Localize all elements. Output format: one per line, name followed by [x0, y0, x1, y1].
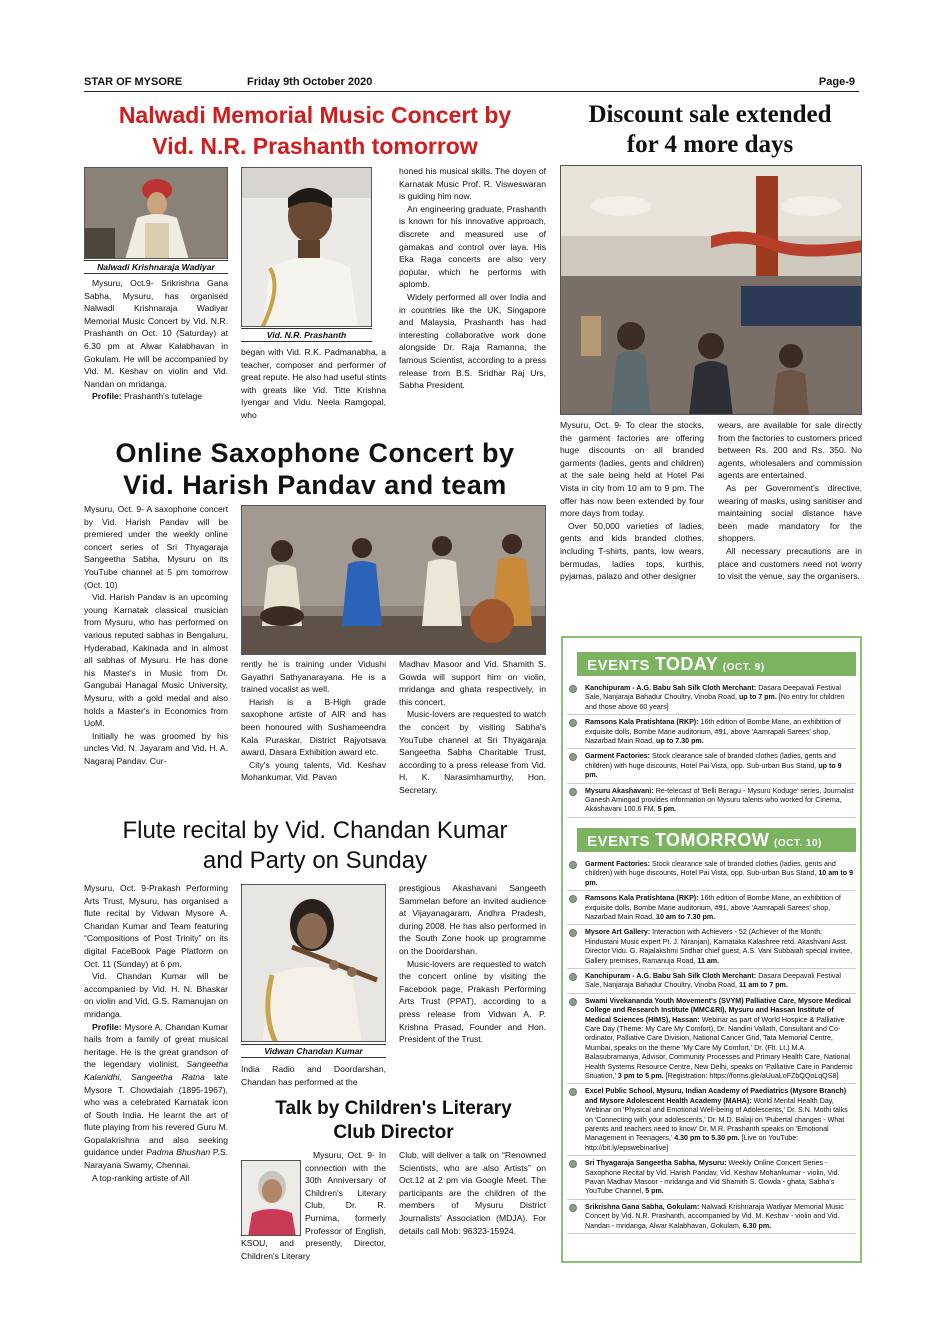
- article1-column2: began with Vid. R.K. Padmanabha, a teacher, composer and performer of great repute. He also had useful stints with greats like Vid. Titte Krishna Iyengar and Vidu. Neela Ramgopal, who: [241, 347, 386, 420]
- event-details: Stock clearance sale of branded clothes (ladies, gents and children) with huge discounts, Hotel Pai Vista, opp. Sub-urban Bus Stand,: [585, 859, 836, 878]
- page-number: Page-9: [818, 76, 855, 88]
- event-time: 5 pm.: [657, 805, 677, 814]
- bullet-icon: [569, 998, 577, 1006]
- event-details: Dasara Deepavali Festival Sale, Nanjaraja Bahadur Choultry, Vinoba Road,: [585, 971, 841, 990]
- event-details: Interaction with Achievers - 52 (Achiever of the Month: Hindustani Music expert Pt. J. Niranjan), Karnataka Kalashree retd. Akashvani Asst. Director Vidu. G. Rajalakshmi Sridhar chief guest, A.S. Vani Subbaiah special invitee, Gallery premises, Ramanuja Road,: [585, 928, 853, 965]
- article3-column3: Madhav Masoor and Vid. Shamith S. Gowda will support him on violin, mridanga and ghata respectively, in this concert. Music-lovers are requested to watch the concert by visiting Sabha's YouTube channel at Sri Thyagaraja Sangeetha Sabha Charitable Trust, according to a press release from Vid. H. K. Narasimhamurthy, Hon. Secretary.: [399, 659, 546, 795]
- portrait-prashanth-image: [242, 168, 372, 327]
- event-time: 10 am to 9 pm.: [585, 869, 854, 887]
- event-time: 11 am.: [697, 956, 720, 965]
- event-time: 10 am to 7.30 pm.: [656, 912, 716, 921]
- sale-hall-image: [561, 166, 862, 415]
- article1-column1: Mysuru, Oct.9- Srikrishna Gana Sabha, Mysuru, has organised Nalwadi Krishnaraja Wadiyar Memorial Music Concert by Vid. N.R. Prashanth on Oct. 10 (Saturday) at 6.30 pm at Alwar Kalabhavan in Gokulam. He will be accompanied by Vid. M. Keshav on violin and Vid. Nandan on mridanga. Profile: Prashanth's tutelage: [84, 278, 228, 402]
- events-box: [561, 636, 862, 1263]
- headline-flute: Flute recital by Vid. Chandan Kumar and Party on Sunday: [122, 817, 508, 874]
- events-today-heading: EVENTS TODAY (OCT. 9): [567, 652, 856, 676]
- caption-prashanth: Vid. N.R. Prashanth: [241, 328, 372, 342]
- publication-name: STAR OF MYSORE: [84, 76, 183, 88]
- event-note: [Live on YouTube: http://bit.ly/epswebinarlive]: [585, 1134, 799, 1152]
- bullet-icon: [569, 788, 577, 796]
- issue-date: Friday 9th October 2020: [247, 76, 373, 88]
- headline-nalwadi: Nalwadi Memorial Music Concert by Vid. N.R. Prashanth tomorrow: [118, 102, 512, 159]
- event-item: [567, 894, 856, 925]
- event-name: Excel Public School, Mysuru, Indian Academy of Paediatrics (Mysore Branch) and Mysore Adolescent Health Academy (MAHA):: [585, 1087, 847, 1105]
- event-name: Srikrishna Gana Sabha, Gokulam:: [585, 1202, 700, 1211]
- event-time: 5 pm.: [645, 1187, 664, 1196]
- event-item: [567, 997, 856, 1085]
- event-details: 16th edition of Bombe Mane, an exhibition of exquisite dolls, Bombe Mane auditorium, #91, above 'Aamrapali Sarees' shop, Nazarbad Main Road,: [585, 894, 841, 921]
- bullet-icon: [569, 861, 577, 869]
- headline-childrens-club: Talk by Children's Literary Club Director: [275, 1098, 512, 1143]
- event-item: [567, 752, 856, 783]
- article3-column1: Mysuru, Oct. 9- A saxophone concert by Vid. Harish Pandav will be premiered under the weekly online concert series of Sri Thyagaraja Sangeetha Sabha, Mysuru on its YouTube channel at 5 pm tomorrow (Oct. 10) Vid. Harish Pandav is an upcoming young Karnatak classical musician from Mysuru, who has performed on various reputed sabhas in Bengaluru, Hyderabad, Kakinada and in almost all sabhas of Mysuru. He has done his Master's in Music from Dr. Gangubai Hanagal Music University, Mysuru, with a gold medal and also holds a Master's in Economics from UoM. Initially he was groomed by his uncles Vid. N. Jayaram and Vid. H. A. Nagaraj Pandav. Cur-: [84, 504, 228, 766]
- event-name: Kanchipuram - A.G. Babu Sah Silk Cloth Merchant:: [585, 971, 757, 980]
- bullet-icon: [569, 719, 577, 727]
- bullet-icon: [569, 685, 577, 693]
- bullet-icon: [569, 895, 577, 903]
- events-tomorrow-heading: EVENTS TOMORROW (OCT. 10): [567, 828, 856, 852]
- event-name: Ramsons Kala Pratishtana (RKP):: [585, 718, 699, 727]
- photo-sale-hall: [560, 165, 862, 415]
- article5-column1: Mysuru, Oct. 9- In connection with the 30th Anniversary of Children's Literary Club, Dr. R. Purnima, formerly Professor of English, KSOU, and presently, Director, Children's Literary: [241, 1150, 386, 1261]
- portrait-wadiyar-image: [85, 168, 228, 259]
- bullet-icon: [569, 1204, 577, 1212]
- event-details: World Mental Health Day, Webinar on 'Physical and Emotional Well-being of Adolescents,' Dr. S.N. Mothi talks on 'Connecting with your adolescents,' Dr. M.D. Balaji on 'Pubertal changes - What parents and teachers need to know' Dr. M.R. Prashanth speaks on 'Emotional Management in Teenagers,': [585, 1096, 848, 1143]
- events-tomorrow-list: [567, 860, 856, 1234]
- event-time: up to 7.30 pm.: [656, 737, 704, 746]
- events-today-list: [567, 684, 856, 818]
- event-details: Stock clearance sale of branded clothes (ladies, gents and children) with huge discounts, Hotel Pai Vista, opp. Sub-urban Bus Stand,: [585, 752, 836, 770]
- event-name: Mysuru Akashavani:: [585, 786, 654, 795]
- photo-prashanth: [241, 167, 372, 327]
- event-details: Dasara Deepavali Festival Sale, Nanjaraja Bahadur Choultry, Vinoba Road,: [585, 684, 841, 702]
- event-name: Garment Factories:: [585, 752, 651, 761]
- event-time: up to 7 pm.: [738, 693, 777, 702]
- headline-saxophone: Online Saxophone Concert by Vid. Harish Pandav and team: [115, 438, 515, 500]
- event-details: Weekly Online Concert Series - Saxophone Recital by Vid. Harish Pandav, Vid. Keshav Mohankumar - violin, Vid. Pavan Madhav Masoor - mridanga and Vid Shamith S. Gowda - ghata, Sabha's YouTube Channel,: [585, 1159, 840, 1196]
- event-details: Re-telecast of 'Belli Beragu - Mysuru Koduge' series, Journalist Ganesh Amingad provides information on Mysuru talents who worked for Cinema, Akashavani 100.6 FM,: [585, 786, 854, 814]
- event-details: Nalwadi Krishnaraja Wadiyar Memorial Music Concert by Vid. N.R. Prashanth, accompanied by Vid. M. Keshav - violin and Vid. Nandan - mridanga, Alwar Kalabhavan, Gokulam,: [585, 1202, 844, 1230]
- event-item: [567, 718, 856, 749]
- photo-chandan-kumar: [241, 884, 386, 1042]
- bullet-icon: [569, 753, 577, 761]
- saxophone-team-image: [242, 506, 546, 655]
- event-item: [567, 787, 856, 818]
- bullet-icon: [569, 1088, 577, 1096]
- page-header: [84, 76, 859, 92]
- article2-column2: wears, are available for sale directly from the factories to customers priced between Rs. 200 and Rs. 350. No agents, wholesalers and commission agents are entertained. As per Government's directive, wearing of masks, using sanitiser and maintaining social distance have been made mandatory for the shoppers. All necessary precautions are in place and customers need not worry to visit the venue, say the organisers.: [718, 420, 862, 582]
- event-name: Garment Factories:: [585, 859, 651, 868]
- caption-chandan-kumar: Vidwan Chandan Kumar: [241, 1044, 386, 1058]
- event-time: 11 am to 7 pm.: [738, 981, 788, 990]
- event-details: 16th edition of Bombe Mane, an exhibition of exquisite dolls, Bombe Mane auditorium, #91, above 'Aamrapali Sarees' shop, Nazarbad Main Road,: [585, 718, 841, 746]
- event-time: 6.30 pm.: [742, 1221, 772, 1230]
- event-name: Swami Vivekananda Youth Movement's (SVYM) Palliative Care, Mysore Medical College and Research Institute (MMC&RI), Mysuru and Hassan Institute of Medical Sciences (HIMS), Hassan:: [585, 996, 851, 1024]
- event-item: [567, 1159, 856, 1200]
- headline-discount-sale: Discount sale extended for 4 more days: [588, 101, 832, 158]
- bullet-icon: [569, 973, 577, 981]
- article4-column1: Mysuru, Oct. 9-Prakash Performing Arts Trust, Mysuru, has organised a flute recital by Vidwan Mysore A. Chandan Kumar and Team featuring “Compositions of Post Trinity” on its digital FaceBook Page Platform on Oct. 11 (Sunday) at 6 pm. Vid. Chandan Kumar will be accompanied by Vid. H. N. Bhaskar on violin and Vid. G.S. Ramanujan on mridanga. Profile: Mysore A. Chandan Kumar hails from a family of great musical heritage. He is the great grandson of the legendary violinist, Sangeetha Kalanidhi, Sangeetha Ratna late Mysore T. Chowdaiah (1895-1967), who was a celebrated Karnatak icon of South India. He learnt the art of flute playing from his revered Guru M. Gopalakrishna and also seeking guidance under Padma Bhushan P.S. Narayana Swamy, Chennai. A top-ranking artiste of All: [84, 883, 228, 1183]
- article3-column2: rently he is training under Vidushi Gayathri Sathyanarayana. He is a trained vocalist as well. Harish is a B-High grade saxophone artiste of AIR and has been honoured with Sushameendra Kala Puraskar, District Rajyotsava award, Dasara Exhibition award etc. City's young talents, Vid. Keshav Mohankumar, Vid. Pavan: [241, 659, 386, 783]
- event-item: [567, 860, 856, 891]
- article4-column3: prestigious Akashavani Sangeeth Sammelan before an invited audience at Vijayanagaram, Andhra Pradesh, during 2008. He has also performed in the South Zone hook up programme on the Doordarshan. Music-lovers are requested to watch the concert online by visiting the Facebook page, Prakash Performing Arts Trust (PPAT), according to a press release from Vidwan A. P. Krishna Prasad, Founder and Hon. President of the Trust.: [399, 883, 546, 1045]
- event-details: Webinar as part of World Hospice & Palliative Care Day (Theme: My Care My Comfort), Dr. Nandini Vallath, Consultant and Co-ordinator, Palliative Care Division, National Cancer Grid, Tata Memorial Centre, Mumbai, speaks on the theme 'My Care My Comfort,' Dr. (Flt. Lt.) M.A. Balasubramanya, Advisor, Community Processes and Primary Health Care, National Health Systems Resource Centre, New Delhi, speaks on 'Palliative Care in Pandemic Situation,': [585, 1015, 853, 1080]
- event-note: [Registration: https://forms.gle/aUuaLoFZbQQoLqQS8]: [665, 1072, 839, 1080]
- photo-saxophone-team: [241, 505, 546, 655]
- article5-column2: Club, will deliver a talk on “Renowned Scientists, who are also Artists” on Oct.12 at 2 pm via Google Meet. The participants are the children of the members of Mysuru District Journalists' Association (MDJA). For details call Mob: 96323-15924.: [399, 1150, 546, 1236]
- caption-wadiyar: Nalwadi Krishnaraja Wadiyar: [84, 260, 228, 274]
- event-time: up to 9 pm.: [585, 761, 842, 780]
- photo-wadiyar: [84, 167, 228, 259]
- event-name: Ramsons Kala Pratishtana (RKP):: [585, 894, 699, 903]
- chandan-kumar-image: [242, 885, 386, 1042]
- event-note: [No entry for children and those above 60 years]: [585, 693, 845, 711]
- event-item: [567, 1087, 856, 1156]
- event-time: 3 pm to 5 pm.: [617, 1072, 664, 1080]
- event-item: [567, 684, 856, 715]
- event-name: Kanchipuram - A.G. Babu Sah Silk Cloth Merchant:: [585, 684, 757, 692]
- event-item: [567, 928, 856, 969]
- event-item: [567, 972, 856, 994]
- bullet-icon: [569, 1160, 577, 1168]
- event-name: Mysore Art Gallery:: [585, 928, 651, 937]
- event-name: Sri Thyagaraja Sangeetha Sabha, Mysuru:: [585, 1159, 727, 1168]
- event-item: [567, 1203, 856, 1234]
- article2-column1: Mysuru, Oct. 9- To clear the stocks, the garment factories are offering huge discounts on all branded garments (ladies, gents and children) at the sale being held at Hotel Pai Vista in city from 10 am to 9 pm. The offer has now been extended by four more days from today. Over 50,000 varieties of ladies, gents and kids branded clothes, including T-shirts, pants, low wears, bermudas, ladies tops, kurthis, pyjamas, palazo and other designer: [560, 420, 704, 582]
- article4-column2: India Radio and Doordarshan, Chandan has performed at the: [241, 1064, 386, 1087]
- bullet-icon: [569, 929, 577, 937]
- article1-column3: honed his musical skills. The doyen of Karnatak Music Prof. R. Visweswaran is guiding him now. An engineering graduate, Prashanth is known for his innovative approach, discrete and measured use of gamakas and control over laya. His Eka Raga concerts are also very popular, which he performs with aplomb. Widely performed all over India and in countries like the UK, Singapore and Malaysia, Prashanth has had interesting collaborative work done alongside Dr. Raja Ramanna, the famous Scientist, according to a press release from B.S. Sridhar Raj Urs, Sabha President.: [399, 166, 546, 391]
- event-time: 4.30 pm to 5.30 pm.: [674, 1134, 740, 1143]
